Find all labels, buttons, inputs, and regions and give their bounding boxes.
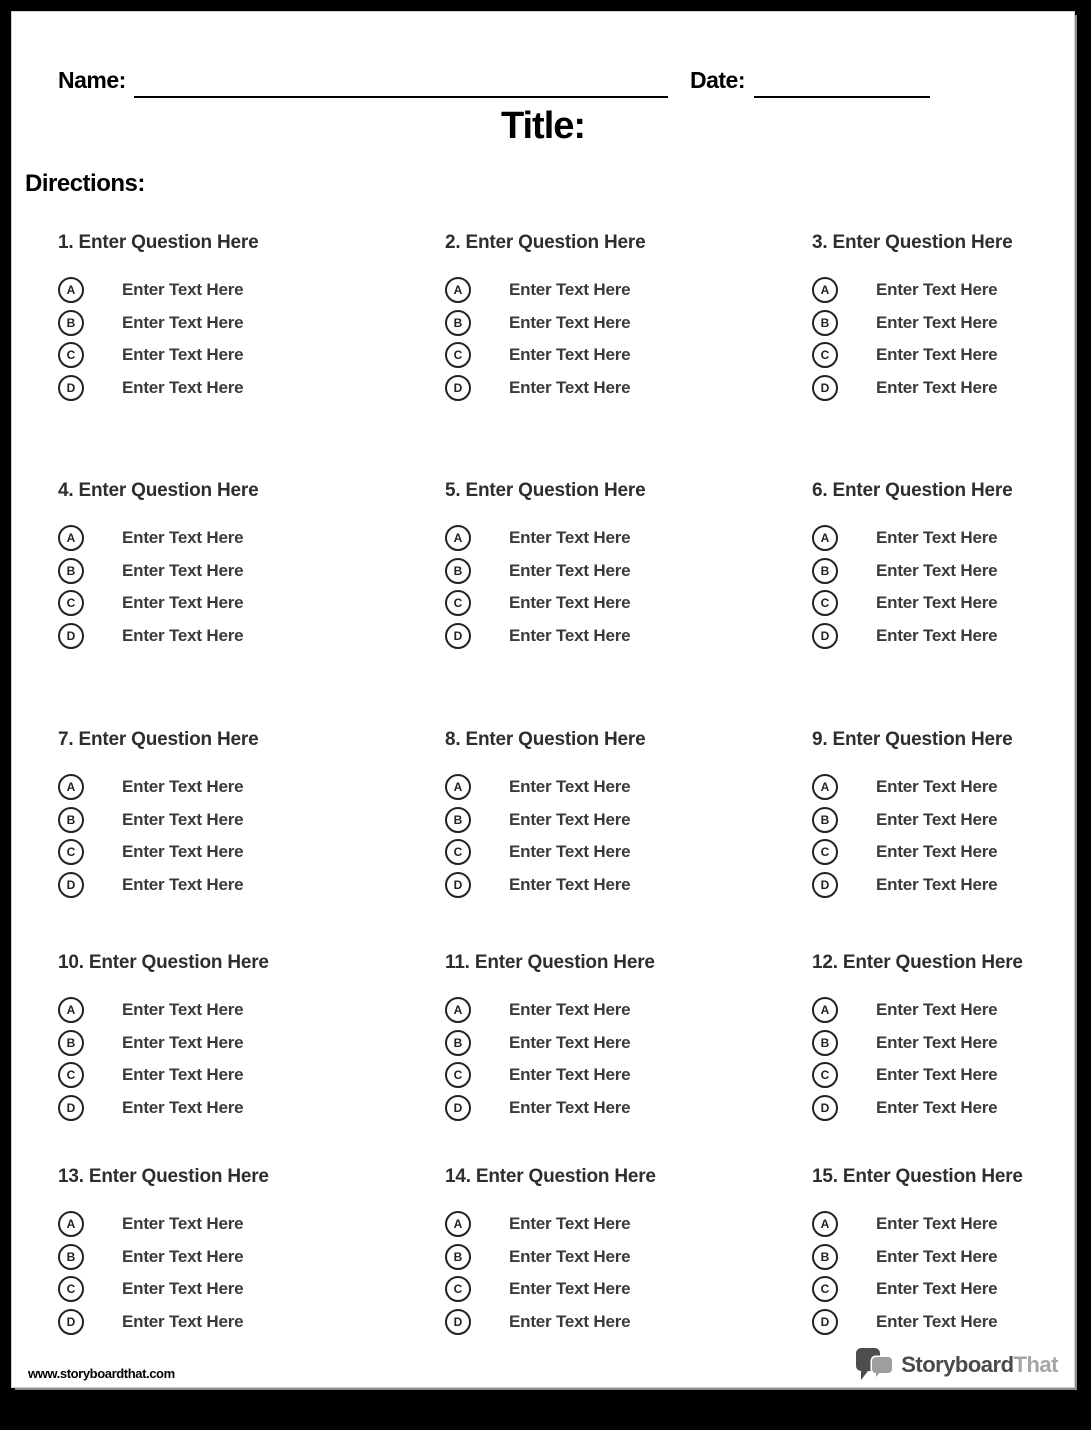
option-text[interactable]: Enter Text Here	[509, 560, 631, 580]
question-title[interactable]: 3. Enter Question Here	[812, 232, 1013, 253]
answer-option[interactable]	[445, 1306, 812, 1339]
option-text[interactable]: Enter Text Here	[122, 528, 244, 548]
option-text[interactable]: Enter Text Here	[876, 560, 998, 580]
footer-url: www.storyboardthat.com	[28, 1366, 175, 1381]
question-title[interactable]: 5. Enter Question Here	[445, 480, 646, 501]
option-text[interactable]: Enter Text Here	[876, 842, 998, 862]
answer-option[interactable]	[812, 836, 1066, 869]
option-letter-circle[interactable]: D	[445, 1309, 471, 1335]
option-letter-circle[interactable]: B	[812, 807, 838, 833]
option-text[interactable]: Enter Text Here	[876, 1246, 998, 1266]
option-letter-circle[interactable]: C	[812, 1062, 838, 1088]
question-title[interactable]: 4. Enter Question Here	[58, 480, 259, 501]
option-text[interactable]: Enter Text Here	[876, 809, 998, 829]
logo-text	[901, 1352, 1058, 1378]
options	[812, 994, 1066, 1124]
option-text[interactable]: Enter Text Here	[509, 1279, 631, 1299]
option-letter-circle[interactable]: A	[812, 1211, 838, 1237]
answer-option[interactable]	[58, 994, 445, 1027]
question-title[interactable]: 6. Enter Question Here	[812, 480, 1013, 501]
option-text[interactable]: Enter Text Here	[876, 345, 998, 365]
answer-option[interactable]	[445, 771, 812, 804]
question-title[interactable]: 1. Enter Question Here	[58, 232, 259, 253]
option-text[interactable]: Enter Text Here	[509, 1097, 631, 1117]
option-letter-circle[interactable]: C	[445, 1276, 471, 1302]
answer-option[interactable]	[58, 307, 445, 340]
options	[58, 1208, 445, 1338]
option-text[interactable]: Enter Text Here	[509, 312, 631, 332]
option-text[interactable]: Enter Text Here	[122, 345, 244, 365]
option-text[interactable]: Enter Text Here	[122, 809, 244, 829]
answer-option[interactable]	[812, 522, 1066, 555]
option-letter-circle[interactable]: A	[58, 277, 84, 303]
answer-option[interactable]	[445, 1208, 812, 1241]
directions-label: Directions:	[25, 170, 145, 197]
answer-option[interactable]	[58, 869, 445, 902]
option-text[interactable]: Enter Text Here	[122, 1065, 244, 1085]
options	[812, 1208, 1066, 1338]
option-letter-circle[interactable]: D	[812, 872, 838, 898]
option-text[interactable]: Enter Text Here	[509, 809, 631, 829]
question-block	[812, 727, 1066, 950]
option-letter-circle[interactable]: B	[445, 1244, 471, 1270]
option-letter-circle[interactable]: A	[58, 774, 84, 800]
question-block	[445, 230, 812, 478]
date-input-line[interactable]	[754, 96, 930, 98]
answer-option[interactable]	[812, 1208, 1066, 1241]
answer-option[interactable]	[58, 836, 445, 869]
answer-option[interactable]	[58, 1092, 445, 1125]
question-title[interactable]: 9. Enter Question Here	[812, 729, 1013, 750]
answer-option[interactable]	[445, 994, 812, 1027]
answer-option[interactable]	[445, 1027, 812, 1060]
answer-option[interactable]	[445, 372, 812, 405]
option-text[interactable]: Enter Text Here	[509, 280, 631, 300]
option-letter-circle[interactable]: D	[445, 375, 471, 401]
question-block	[812, 950, 1066, 1164]
option-text[interactable]: Enter Text Here	[122, 1279, 244, 1299]
options	[58, 994, 445, 1124]
option-text[interactable]: Enter Text Here	[122, 593, 244, 613]
page-title[interactable]: Title:	[500, 105, 586, 147]
answer-option[interactable]	[812, 771, 1066, 804]
option-letter-circle[interactable]: A	[445, 1211, 471, 1237]
option-text[interactable]: Enter Text Here	[876, 312, 998, 332]
option-letter-circle[interactable]: C	[812, 1276, 838, 1302]
question-block	[445, 950, 812, 1164]
answer-option[interactable]	[445, 587, 812, 620]
answer-option[interactable]	[812, 869, 1066, 902]
options	[812, 771, 1066, 901]
answer-option[interactable]	[58, 771, 445, 804]
answer-option[interactable]	[58, 1241, 445, 1274]
answer-option[interactable]	[812, 994, 1066, 1027]
answer-option[interactable]	[812, 620, 1066, 653]
logo-text-that: That	[1013, 1352, 1058, 1377]
option-text[interactable]: Enter Text Here	[122, 1097, 244, 1117]
option-letter-circle[interactable]: A	[812, 997, 838, 1023]
answer-option[interactable]	[445, 339, 812, 372]
option-text[interactable]: Enter Text Here	[122, 280, 244, 300]
answer-option[interactable]	[812, 587, 1066, 620]
option-letter-circle[interactable]: C	[58, 839, 84, 865]
options	[445, 771, 812, 901]
question-title[interactable]: 11. Enter Question Here	[445, 952, 655, 973]
answer-option[interactable]	[58, 587, 445, 620]
option-letter-circle[interactable]: D	[812, 375, 838, 401]
option-text[interactable]: Enter Text Here	[122, 1214, 244, 1234]
option-letter-circle[interactable]: A	[812, 525, 838, 551]
option-text[interactable]: Enter Text Here	[122, 560, 244, 580]
option-letter-circle[interactable]: D	[58, 1095, 84, 1121]
option-text[interactable]: Enter Text Here	[876, 874, 998, 894]
option-letter-circle[interactable]: D	[812, 1309, 838, 1335]
option-text[interactable]: Enter Text Here	[122, 1000, 244, 1020]
answer-option[interactable]	[58, 1027, 445, 1060]
option-letter-circle[interactable]: A	[58, 1211, 84, 1237]
option-text[interactable]: Enter Text Here	[509, 345, 631, 365]
options	[58, 771, 445, 901]
option-text[interactable]: Enter Text Here	[509, 1000, 631, 1020]
option-letter-circle[interactable]: B	[812, 1030, 838, 1056]
option-letter-circle[interactable]: D	[58, 375, 84, 401]
option-text[interactable]: Enter Text Here	[876, 777, 998, 797]
date-label: Date:	[690, 67, 746, 93]
option-text[interactable]: Enter Text Here	[509, 528, 631, 548]
option-text[interactable]: Enter Text Here	[876, 280, 998, 300]
answer-option[interactable]	[812, 1092, 1066, 1125]
option-text[interactable]: Enter Text Here	[876, 625, 998, 645]
answer-option[interactable]	[445, 1273, 812, 1306]
option-letter-circle[interactable]: D	[58, 1309, 84, 1335]
option-letter-circle[interactable]: D	[58, 872, 84, 898]
option-letter-circle[interactable]: C	[58, 1062, 84, 1088]
logo-text-storyboard: Storyboard	[901, 1352, 1014, 1377]
option-text[interactable]: Enter Text Here	[509, 874, 631, 894]
question-title[interactable]: 7. Enter Question Here	[58, 729, 259, 750]
options	[812, 522, 1066, 652]
answer-option[interactable]	[812, 1241, 1066, 1274]
answer-option[interactable]	[445, 1059, 812, 1092]
option-letter-circle[interactable]: A	[58, 997, 84, 1023]
answer-option[interactable]	[445, 274, 812, 307]
option-letter-circle[interactable]: D	[445, 872, 471, 898]
option-letter-circle[interactable]: A	[445, 774, 471, 800]
answer-option[interactable]	[812, 1273, 1066, 1306]
option-text[interactable]: Enter Text Here	[509, 593, 631, 613]
option-letter-circle[interactable]: D	[445, 1095, 471, 1121]
option-letter-circle[interactable]: B	[812, 558, 838, 584]
question-title[interactable]: 12. Enter Question Here	[812, 952, 1023, 973]
answer-option[interactable]	[812, 555, 1066, 588]
question-block	[58, 1164, 445, 1338]
answer-option[interactable]	[812, 339, 1066, 372]
answer-option[interactable]	[58, 1306, 445, 1339]
option-letter-circle[interactable]: A	[58, 525, 84, 551]
option-text[interactable]: Enter Text Here	[509, 842, 631, 862]
option-letter-circle[interactable]: C	[812, 839, 838, 865]
storyboardthat-logo	[855, 1347, 1058, 1383]
option-letter-circle[interactable]: C	[445, 590, 471, 616]
option-text[interactable]: Enter Text Here	[122, 777, 244, 797]
option-letter-circle[interactable]: B	[58, 558, 84, 584]
question-block	[58, 727, 445, 950]
answer-option[interactable]	[58, 522, 445, 555]
option-letter-circle[interactable]: D	[445, 623, 471, 649]
option-text[interactable]: Enter Text Here	[509, 625, 631, 645]
option-text[interactable]: Enter Text Here	[122, 1311, 244, 1331]
option-letter-circle[interactable]: A	[445, 277, 471, 303]
option-letter-circle[interactable]: B	[58, 310, 84, 336]
options	[58, 522, 445, 652]
options	[812, 274, 1066, 404]
answer-option[interactable]	[445, 555, 812, 588]
answer-option[interactable]	[445, 1092, 812, 1125]
option-letter-circle[interactable]: B	[812, 1244, 838, 1270]
name-label: Name:	[58, 67, 126, 93]
option-letter-circle[interactable]: B	[445, 1030, 471, 1056]
option-text[interactable]: Enter Text Here	[876, 1214, 998, 1234]
options	[445, 522, 812, 652]
answer-option[interactable]	[445, 869, 812, 902]
option-text[interactable]: Enter Text Here	[876, 528, 998, 548]
option-text[interactable]: Enter Text Here	[876, 1279, 998, 1299]
question-block	[445, 478, 812, 727]
question-title[interactable]: 8. Enter Question Here	[445, 729, 646, 750]
question-title[interactable]: 15. Enter Question Here	[812, 1166, 1023, 1187]
answer-option[interactable]	[445, 804, 812, 837]
option-text[interactable]: Enter Text Here	[876, 1097, 998, 1117]
option-letter-circle[interactable]: A	[812, 774, 838, 800]
option-letter-circle[interactable]: C	[58, 342, 84, 368]
answer-option[interactable]	[445, 836, 812, 869]
option-text[interactable]: Enter Text Here	[122, 1246, 244, 1266]
option-text[interactable]: Enter Text Here	[509, 1065, 631, 1085]
answer-option[interactable]	[58, 339, 445, 372]
option-text[interactable]: Enter Text Here	[509, 1246, 631, 1266]
answer-option[interactable]	[812, 307, 1066, 340]
option-letter-circle[interactable]: C	[445, 839, 471, 865]
option-letter-circle[interactable]: B	[445, 310, 471, 336]
answer-option[interactable]	[812, 804, 1066, 837]
options	[58, 274, 445, 404]
option-letter-circle[interactable]: B	[445, 807, 471, 833]
question-block	[58, 230, 445, 478]
answer-option[interactable]	[58, 555, 445, 588]
answer-option[interactable]	[812, 372, 1066, 405]
question-block	[58, 478, 445, 727]
option-letter-circle[interactable]: A	[445, 997, 471, 1023]
answer-option[interactable]	[445, 620, 812, 653]
option-text[interactable]: Enter Text Here	[876, 1032, 998, 1052]
question-title[interactable]: 10. Enter Question Here	[58, 952, 269, 973]
answer-option[interactable]	[58, 274, 445, 307]
option-letter-circle[interactable]: D	[58, 623, 84, 649]
questions-grid	[58, 230, 1066, 1338]
option-letter-circle[interactable]: C	[58, 1276, 84, 1302]
option-text[interactable]: Enter Text Here	[122, 312, 244, 332]
question-title[interactable]: 2. Enter Question Here	[445, 232, 646, 253]
option-text[interactable]: Enter Text Here	[122, 874, 244, 894]
answer-option[interactable]	[445, 307, 812, 340]
question-title[interactable]: 14. Enter Question Here	[445, 1166, 656, 1187]
answer-option[interactable]	[445, 522, 812, 555]
option-text[interactable]: Enter Text Here	[876, 1000, 998, 1020]
option-text[interactable]: Enter Text Here	[509, 1032, 631, 1052]
option-text[interactable]: Enter Text Here	[876, 1311, 998, 1331]
options	[445, 1208, 812, 1338]
option-letter-circle[interactable]: A	[812, 277, 838, 303]
option-text[interactable]: Enter Text Here	[509, 377, 631, 397]
question-block	[445, 727, 812, 950]
option-text[interactable]: Enter Text Here	[122, 1032, 244, 1052]
worksheet-page	[12, 12, 1074, 1387]
question-block	[812, 478, 1066, 727]
options	[445, 994, 812, 1124]
question-block	[812, 230, 1066, 478]
option-text[interactable]: Enter Text Here	[876, 1065, 998, 1085]
answer-option[interactable]	[812, 274, 1066, 307]
option-letter-circle[interactable]: C	[812, 342, 838, 368]
options	[445, 274, 812, 404]
answer-option[interactable]	[58, 1273, 445, 1306]
question-block	[812, 1164, 1066, 1338]
option-letter-circle[interactable]: A	[445, 525, 471, 551]
option-letter-circle[interactable]: B	[58, 807, 84, 833]
answer-option[interactable]	[58, 620, 445, 653]
option-letter-circle[interactable]: D	[812, 623, 838, 649]
answer-option[interactable]	[58, 804, 445, 837]
answer-option[interactable]	[58, 372, 445, 405]
option-letter-circle[interactable]: B	[812, 310, 838, 336]
option-text[interactable]: Enter Text Here	[509, 1311, 631, 1331]
option-text[interactable]: Enter Text Here	[876, 377, 998, 397]
answer-option[interactable]	[445, 1241, 812, 1274]
answer-option[interactable]	[812, 1306, 1066, 1339]
option-text[interactable]: Enter Text Here	[509, 777, 631, 797]
answer-option[interactable]	[812, 1027, 1066, 1060]
speech-bubbles-icon	[855, 1347, 895, 1383]
option-letter-circle[interactable]: C	[58, 590, 84, 616]
answer-option[interactable]	[812, 1059, 1066, 1092]
answer-option[interactable]	[58, 1059, 445, 1092]
option-letter-circle[interactable]: C	[812, 590, 838, 616]
question-block	[445, 1164, 812, 1338]
question-title[interactable]: 13. Enter Question Here	[58, 1166, 269, 1187]
option-letter-circle[interactable]: B	[58, 1030, 84, 1056]
option-letter-circle[interactable]: B	[445, 558, 471, 584]
option-letter-circle[interactable]: C	[445, 1062, 471, 1088]
option-text[interactable]: Enter Text Here	[122, 377, 244, 397]
question-block	[58, 950, 445, 1164]
option-text[interactable]: Enter Text Here	[122, 625, 244, 645]
option-letter-circle[interactable]: C	[445, 342, 471, 368]
option-text[interactable]: Enter Text Here	[122, 842, 244, 862]
option-letter-circle[interactable]: B	[58, 1244, 84, 1270]
name-input-line[interactable]	[134, 96, 668, 98]
option-text[interactable]: Enter Text Here	[509, 1214, 631, 1234]
option-letter-circle[interactable]: D	[812, 1095, 838, 1121]
answer-option[interactable]	[58, 1208, 445, 1241]
option-text[interactable]: Enter Text Here	[876, 593, 998, 613]
